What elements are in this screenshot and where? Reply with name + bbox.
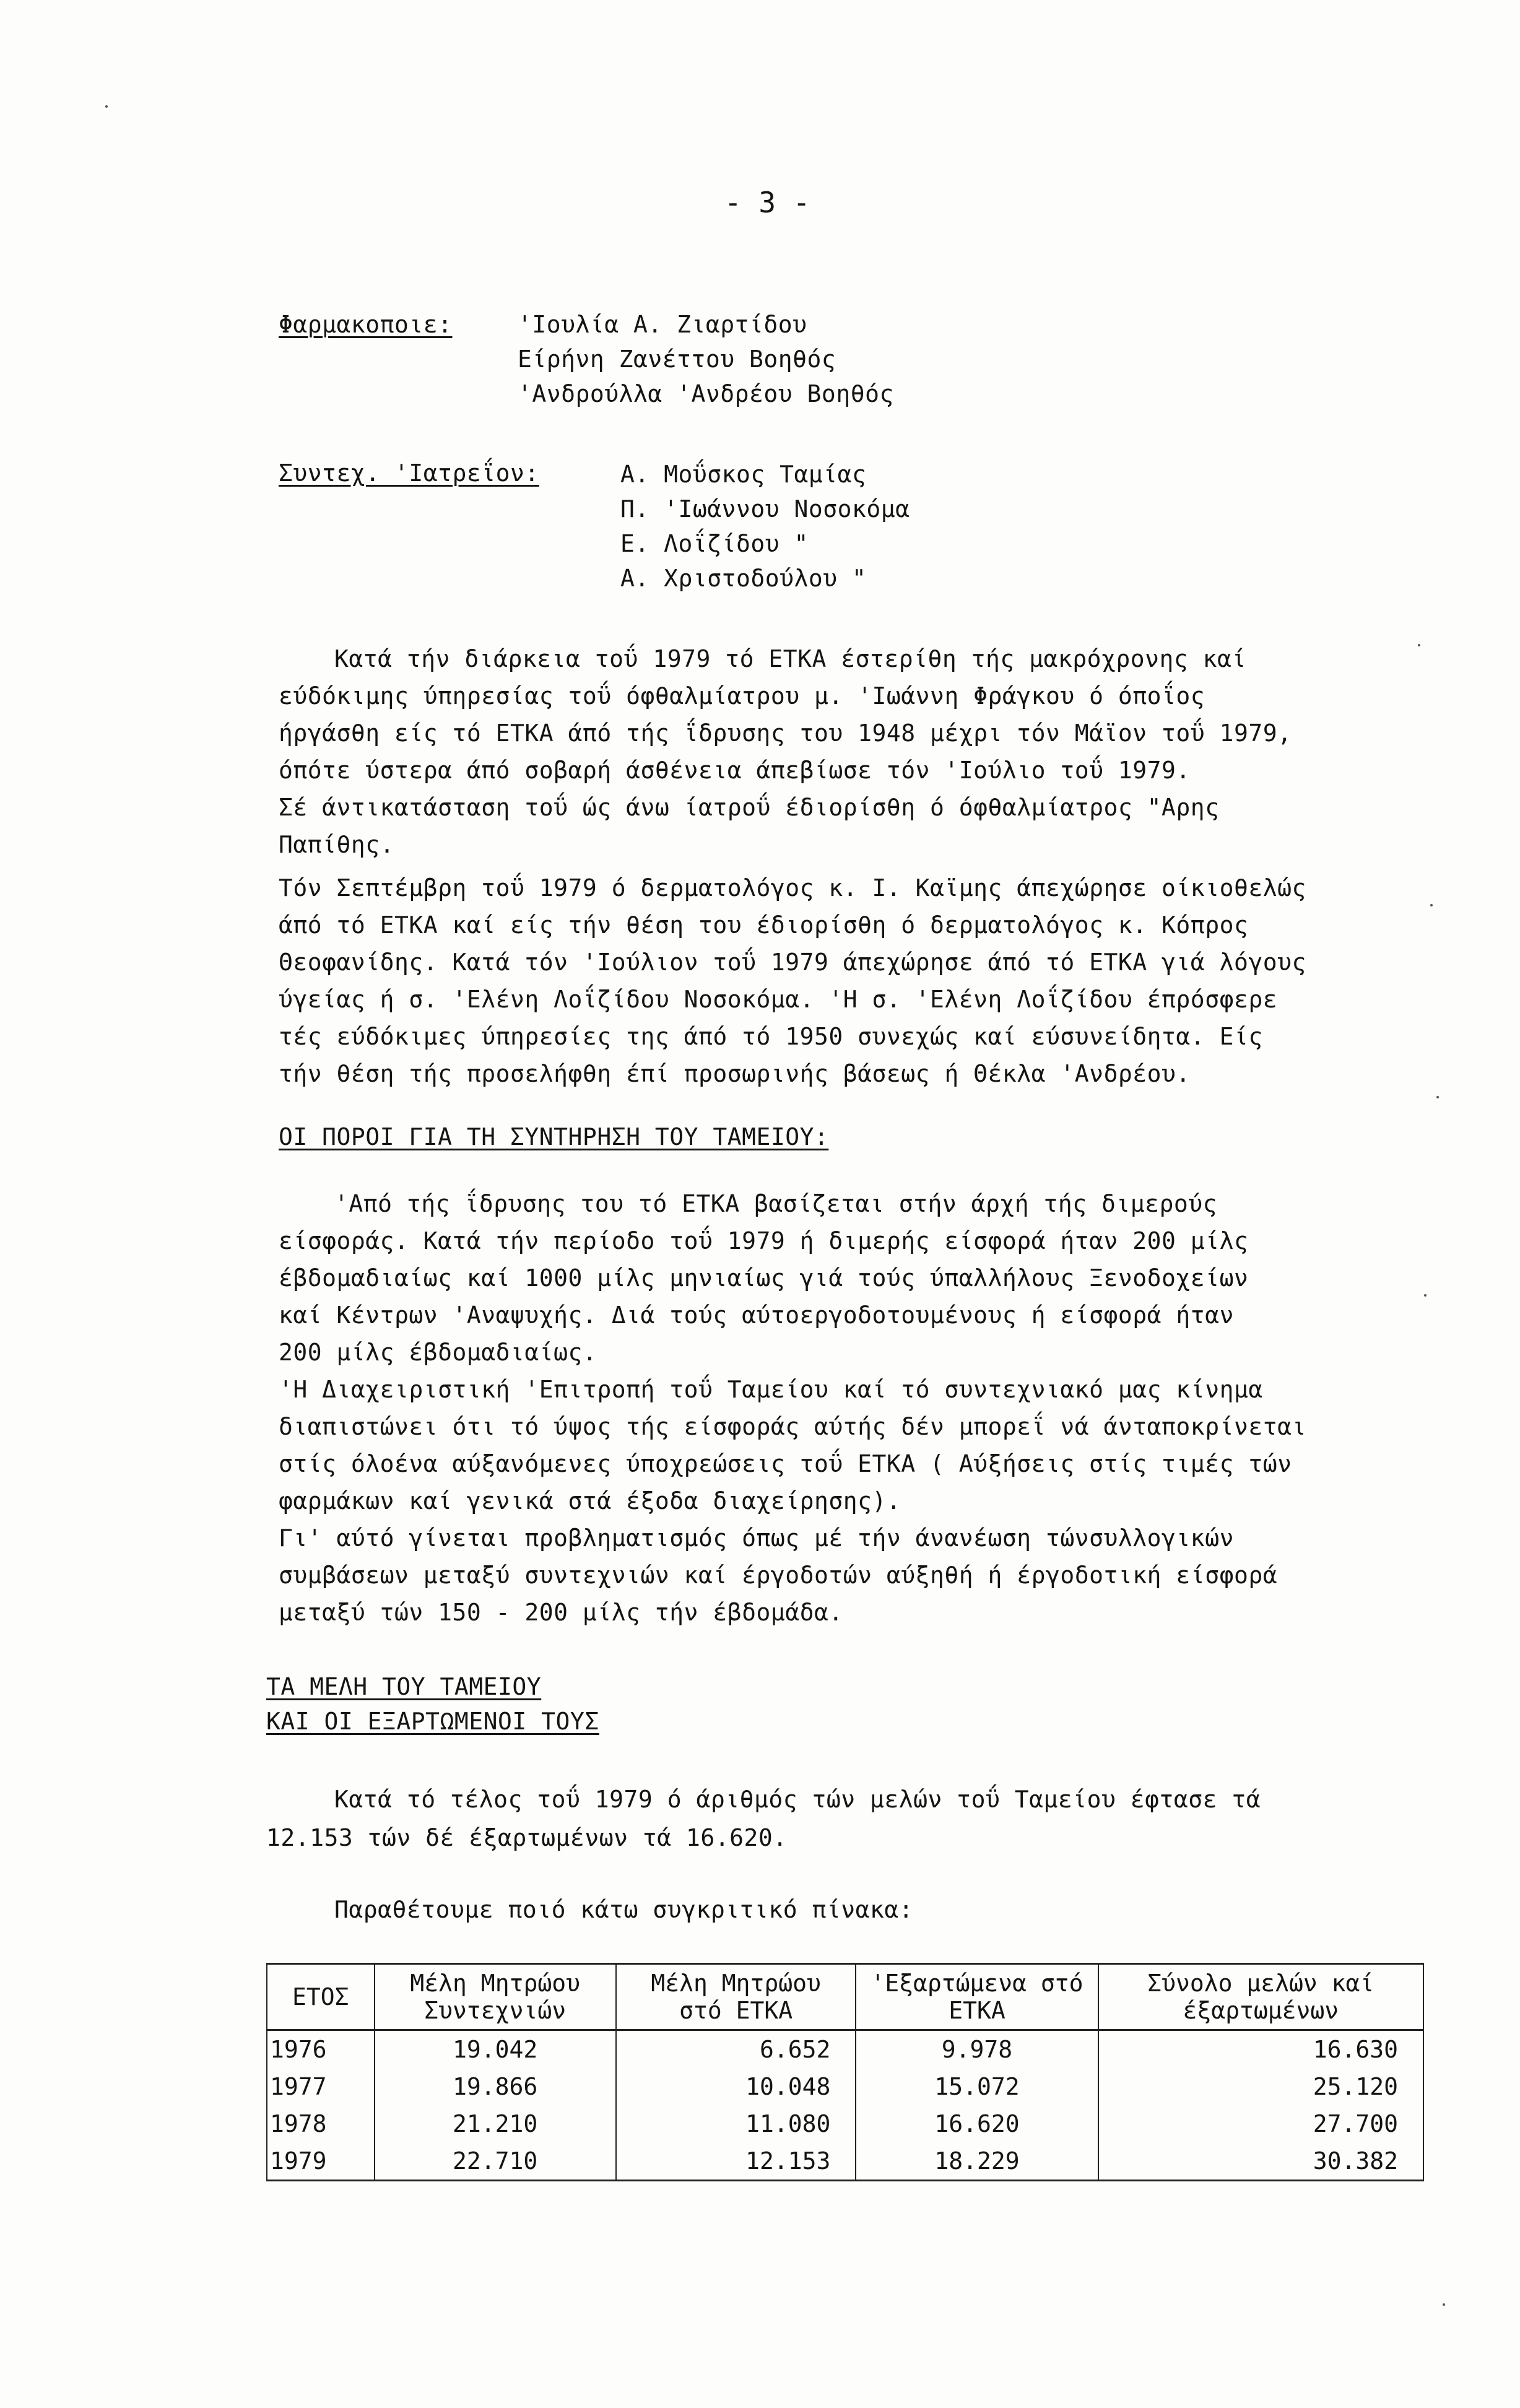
clinic-staff-4: Α. Χριστοδούλου " — [620, 565, 867, 592]
para1-line: τήν θέση τής προσελήφθη έπί προσωρινής βάσεως ή Θέκλα 'Ανδρέου. — [279, 1060, 1191, 1087]
cell-total: 27.700 — [1098, 2105, 1423, 2142]
para1-line: Τόν Σεπτέμβρη τοΰ 1979 ό δερματολόγος κ. Ι. Καϊμης άπεχώρησε οίκιοθελώς — [279, 874, 1306, 902]
cell-total: 25.120 — [1098, 2068, 1423, 2105]
section-heading-members-line2: ΚΑΙ ΟΙ ΕΞΑΡΤΩΜΕΝΟΙ ΤΟΥΣ — [266, 1708, 599, 1735]
section-heading-members: ΤΑ ΜΕΛΗ ΤΟΥ ΤΑΜΕΙΟΥ — [266, 1673, 542, 1700]
clinic-staff-3: Ε. Λοΐζίδου " — [620, 530, 809, 557]
cell-etka-members: 12.153 — [616, 2142, 856, 2181]
scan-speck — [1430, 904, 1433, 906]
table-row — [267, 2105, 1423, 2142]
scan-speck — [1443, 2303, 1445, 2306]
para2-line: Γι' αύτό γίνεται προβληματισμός όπως μέ τήν άνανέωση τώνσυλλογικών — [279, 1524, 1234, 1552]
para2-line: είσφοράς. Κατά τήν περίοδο τοΰ 1979 ή διμερής είσφορά ήταν 200 μίλς — [279, 1227, 1249, 1254]
scan-speck — [105, 105, 108, 108]
para1-line: Κατά τήν διάρκεια τοΰ 1979 τό ΕΤΚΑ έστερίθη τής μακρόχρονης καί — [334, 645, 1246, 672]
cell-etka-members: 11.080 — [616, 2105, 856, 2142]
cell-year: 1977 — [267, 2068, 375, 2105]
para2-line: συμβάσεων μεταξύ συντεχνιών καί έργοδοτών αύξηθή ή έργοδοτική είσφορά — [279, 1562, 1278, 1589]
page-number: - 3 - — [724, 186, 810, 219]
members-comparison-table — [266, 1963, 1424, 2181]
para1-line: εύδόκιμης ύπηρεσίας τοΰ όφθαλμίατρου μ. 'Ιωάννη Φράγκου ό όποΐος — [279, 682, 1205, 710]
clinic-staff-1: Α. Μοΰσκος Ταμίας — [620, 461, 867, 488]
table-row — [267, 2030, 1423, 2069]
para2-line: έβδομαδιαίως καί 1000 μίλς μηνιαίως γιά τούς ύπαλλήλους Ξενοδοχείων — [279, 1264, 1249, 1292]
scan-speck — [1436, 1096, 1439, 1098]
para1-line: ύγείας ή σ. 'Ελένη Λοΐζίδου Νοσοκόμα. 'Η σ. 'Ελένη Λοΐζίδου έπρόσφερε — [279, 986, 1278, 1013]
pharmacy-label: Φαρμακοποιε: — [279, 311, 453, 338]
para2-line: μεταξύ τών 150 - 200 μίλς τήν έβδομάδα. — [279, 1599, 843, 1626]
col-header-total: Σύνολο μελών καί έξαρτωμένων — [1098, 1964, 1423, 2030]
para2-line: διαπιστώνει ότι τό ύψος τής είσφοράς αύτής δέν μπορεΐ νά άνταποκρίνεται — [279, 1413, 1306, 1440]
para1-line: άπό τό ΕΤΚΑ καί είς τήν θέση του έδιορίσθη ό δερματολόγος κ. Κόπρος — [279, 911, 1249, 939]
cell-year: 1979 — [267, 2142, 375, 2181]
cell-dependents: 15.072 — [856, 2068, 1098, 2105]
clinic-staff-2: Π. 'Ιωάννου Νοσοκόμα — [620, 495, 910, 523]
para1-line: Θεοφανίδης. Κατά τόν 'Ιούλιον τοΰ 1979 άπεχώρησε άπό τό ΕΤΚΑ γιά λόγους — [279, 949, 1306, 976]
scan-speck — [1418, 644, 1420, 646]
cell-total: 16.630 — [1098, 2030, 1423, 2069]
pharmacy-staff-1: 'Ιουλία Α. Ζιαρτίδου — [518, 311, 807, 338]
cell-union-members: 19.866 — [375, 2068, 616, 2105]
para1-line: όπότε ύστερα άπό σοβαρή άσθένεια άπεβίωσε τόν 'Ιούλιο τοΰ 1979. — [279, 757, 1191, 784]
cell-dependents: 18.229 — [856, 2142, 1098, 2181]
section-heading-funding: ΟΙ ΠΟΡΟΙ ΓΙΑ ΤΗ ΣΥΝΤΗΡΗΣΗ ΤΟΥ ΤΑΜΕΙΟΥ: — [279, 1123, 829, 1150]
cell-total: 30.382 — [1098, 2142, 1423, 2181]
para1-line: ήργάσθη είς τό ΕΤΚΑ άπό τής ΐδρυσης του 1948 μέχρι τόν Μάϊον τοΰ 1979, — [279, 719, 1292, 747]
cell-dependents: 16.620 — [856, 2105, 1098, 2142]
para3-line: Κατά τό τέλος τοΰ 1979 ό άριθμός τών μελών τοΰ Ταμείου έφτασε τά — [334, 1786, 1261, 1813]
para1-line: τές εύδόκιμες ύπηρεσίες της άπό τό 1950 συνεχώς καί εύσυνείδητα. Είς — [279, 1023, 1263, 1050]
col-header-union-members: Μέλη Μητρώου Συντεχνιών — [375, 1964, 616, 2030]
clinic-label: Συντεχ. 'Ιατρεΐον: — [279, 459, 539, 487]
cell-dependents: 9.978 — [856, 2030, 1098, 2069]
cell-union-members: 22.710 — [375, 2142, 616, 2181]
para2-line: 200 μίλς έβδομαδιαίως. — [279, 1339, 597, 1366]
col-header-year: ΕΤΟΣ — [267, 1964, 375, 2030]
para1-line: Σέ άντικατάσταση τοΰ ώς άνω ίατροΰ έδιορίσθη ό όφθαλμίατρος "Αρης — [279, 794, 1220, 821]
table-intro: Παραθέτουμε ποιό κάτω συγκριτικό πίνακα: — [334, 1896, 914, 1923]
cell-etka-members: 6.652 — [616, 2030, 856, 2069]
cell-year: 1978 — [267, 2105, 375, 2142]
table-header-row — [267, 1964, 1423, 2030]
table-row — [267, 2068, 1423, 2105]
para1-line: Παπίθης. — [279, 831, 395, 858]
para3-line: 12.153 τών δέ έξαρτωμένων τά 16.620. — [266, 1824, 788, 1851]
table-row — [267, 2142, 1423, 2181]
para2-line: 'Από τής ΐδρυσης του τό ΕΤΚΑ βασίζεται στήν άρχή τής διμερούς — [334, 1190, 1218, 1217]
cell-etka-members: 10.048 — [616, 2068, 856, 2105]
pharmacy-staff-2: Είρήνη Ζανέττου Βοηθός — [518, 346, 836, 373]
para2-line: φαρμάκων καί γενικά στά έξοδα διαχείρησης). — [279, 1487, 901, 1515]
para2-line: στίς όλοένα αύξανόμενες ύποχρεώσεις τοΰ ΕΤΚΑ ( Αύξήσεις στίς τιμές τών — [279, 1450, 1292, 1477]
cell-union-members: 19.042 — [375, 2030, 616, 2069]
col-header-etka-members: Μέλη Μητρώου στό ΕΤΚΑ — [616, 1964, 856, 2030]
col-header-dependents: 'Εξαρτώμενα στό ΕΤΚΑ — [856, 1964, 1098, 2030]
para2-line: 'Η Διαχειριστική 'Επιτροπή τοΰ Ταμείου καί τό συντεχνιακό μας κίνημα — [279, 1376, 1263, 1403]
cell-year: 1976 — [267, 2030, 375, 2069]
pharmacy-staff-3: 'Ανδρούλλα 'Ανδρέου Βοηθός — [518, 380, 894, 407]
cell-union-members: 21.210 — [375, 2105, 616, 2142]
para2-line: καί Κέντρων 'Αναψυχής. Διά τούς αύτοεργοδοτουμένους ή είσφορά ήταν — [279, 1302, 1234, 1329]
scan-speck — [1424, 1294, 1427, 1297]
